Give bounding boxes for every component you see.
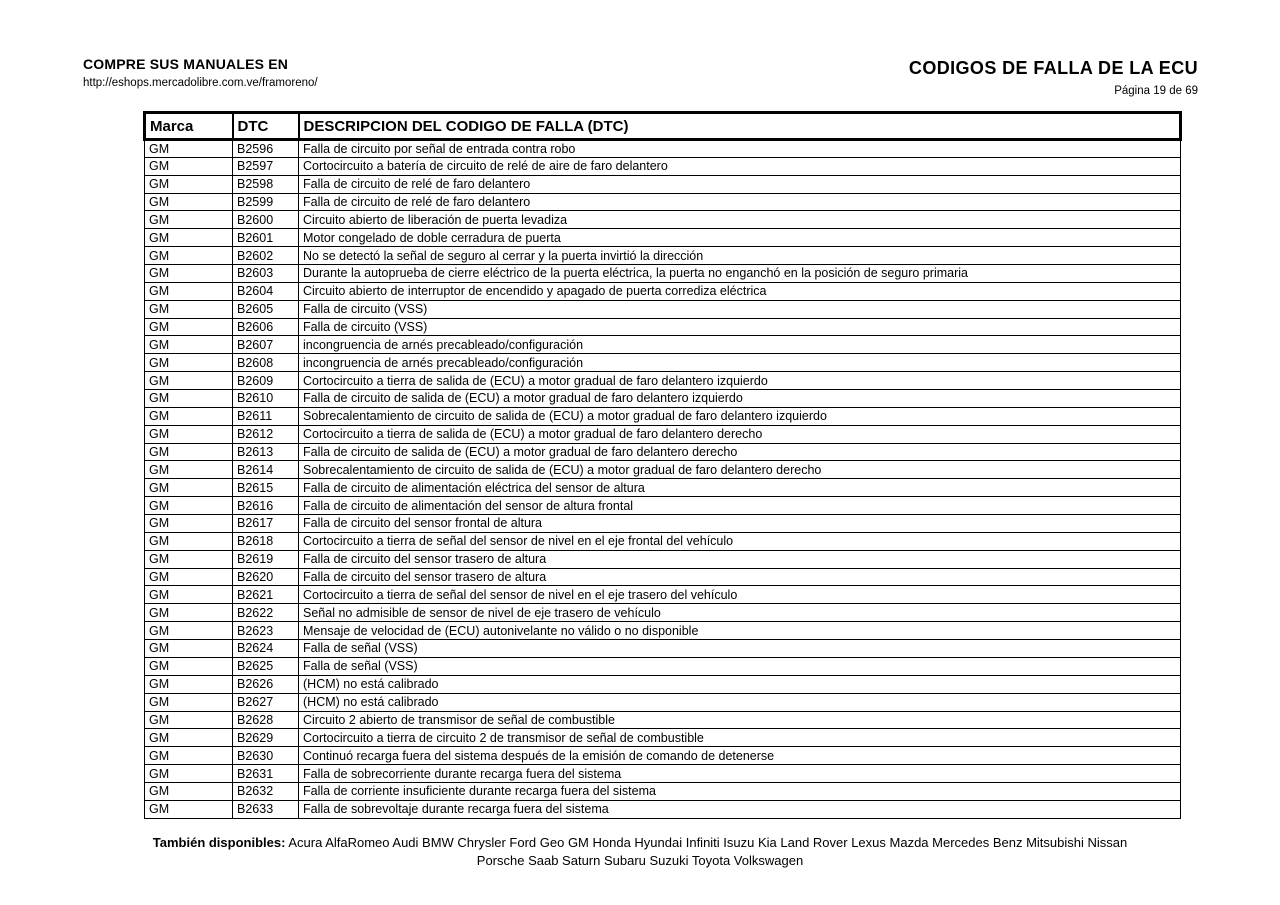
cell-dtc: B2604 bbox=[233, 282, 299, 300]
table-row bbox=[145, 497, 1181, 515]
cell-dtc: B2599 bbox=[233, 193, 299, 211]
table-row bbox=[145, 407, 1181, 425]
footer bbox=[0, 834, 1280, 870]
cell-descripcion: Falla de señal (VSS) bbox=[299, 640, 1181, 658]
cell-marca: GM bbox=[145, 640, 233, 658]
table-row bbox=[145, 336, 1181, 354]
brands-line1: Acura AlfaRomeo Audi BMW Chrysler Ford Geo GM Honda Hyundai Infiniti Isuzu Kia Land Rover Lexus Mazda Mercedes Benz Mitsubishi Nissan bbox=[288, 835, 1128, 850]
cell-descripcion: Cortocircuito a tierra de señal del sensor de nivel en el eje frontal del vehículo bbox=[299, 532, 1181, 550]
cell-marca: GM bbox=[145, 282, 233, 300]
cell-descripcion: Mensaje de velocidad de (ECU) autonivelante no válido o no disponible bbox=[299, 622, 1181, 640]
cell-dtc: B2628 bbox=[233, 711, 299, 729]
table-row bbox=[145, 693, 1181, 711]
cell-marca: GM bbox=[145, 354, 233, 372]
cell-descripcion: Cortocircuito a tierra de circuito 2 de transmisor de señal de combustible bbox=[299, 729, 1181, 747]
cell-descripcion: Cortocircuito a tierra de salida de (ECU) a motor gradual de faro delantero izquierdo bbox=[299, 372, 1181, 390]
also-available-label: También disponibles: bbox=[152, 835, 286, 850]
table-row bbox=[145, 282, 1181, 300]
page-title: CODIGOS DE FALLA DE LA ECU bbox=[908, 58, 1198, 78]
cell-dtc: B2626 bbox=[233, 675, 299, 693]
table-row bbox=[145, 461, 1181, 479]
table-row bbox=[145, 211, 1181, 229]
cell-marca: GM bbox=[145, 622, 233, 640]
column-header-descripcion: DESCRIPCION DEL CODIGO DE FALLA (DTC) bbox=[299, 113, 1181, 140]
cell-marca: GM bbox=[145, 175, 233, 193]
cell-marca: GM bbox=[145, 265, 233, 283]
table-row bbox=[145, 479, 1181, 497]
cell-descripcion: Durante la autoprueba de cierre eléctrico de la puerta eléctrica, la puerta no enganchó en la posición de seguro primaria bbox=[299, 265, 1181, 283]
cell-marca: GM bbox=[145, 729, 233, 747]
cell-descripcion: Continuó recarga fuera del sistema después de la emisión de comando de detenerse bbox=[299, 747, 1181, 765]
cell-dtc: B2600 bbox=[233, 211, 299, 229]
cell-marca: GM bbox=[145, 300, 233, 318]
table-row bbox=[145, 747, 1181, 765]
cell-descripcion: Falla de sobrecorriente durante recarga fuera del sistema bbox=[299, 765, 1181, 783]
cell-marca: GM bbox=[145, 693, 233, 711]
cell-dtc: B2622 bbox=[233, 604, 299, 622]
cell-marca: GM bbox=[145, 211, 233, 229]
table-row bbox=[145, 443, 1181, 461]
cell-descripcion: (HCM) no está calibrado bbox=[299, 693, 1181, 711]
cell-dtc: B2616 bbox=[233, 497, 299, 515]
cell-descripcion: Falla de circuito del sensor frontal de altura bbox=[299, 515, 1181, 533]
cell-descripcion: (HCM) no está calibrado bbox=[299, 675, 1181, 693]
table-row bbox=[145, 157, 1181, 175]
cell-descripcion: Falla de circuito (VSS) bbox=[299, 318, 1181, 336]
cell-dtc: B2627 bbox=[233, 693, 299, 711]
cell-dtc: B2618 bbox=[233, 532, 299, 550]
cell-descripcion: Falla de circuito de salida de (ECU) a motor gradual de faro delantero derecho bbox=[299, 443, 1181, 461]
column-header-dtc: DTC bbox=[233, 113, 299, 140]
cell-dtc: B2629 bbox=[233, 729, 299, 747]
table-row bbox=[145, 800, 1181, 818]
cell-descripcion: Falla de circuito de relé de faro delantero bbox=[299, 193, 1181, 211]
brands-line2: Porsche Saab Saturn Subaru Suzuki Toyota Volkswagen bbox=[476, 853, 804, 868]
table-row bbox=[145, 550, 1181, 568]
table-row bbox=[145, 425, 1181, 443]
cell-marca: GM bbox=[145, 765, 233, 783]
cell-marca: GM bbox=[145, 604, 233, 622]
cell-descripcion: incongruencia de arnés precableado/configuración bbox=[299, 336, 1181, 354]
table-row bbox=[145, 640, 1181, 658]
cell-descripcion: Cortocircuito a batería de circuito de relé de aire de faro delantero bbox=[299, 157, 1181, 175]
table-row bbox=[145, 390, 1181, 408]
cell-dtc: B2632 bbox=[233, 782, 299, 800]
cell-marca: GM bbox=[145, 782, 233, 800]
cell-marca: GM bbox=[145, 675, 233, 693]
cell-descripcion: Falla de circuito del sensor trasero de altura bbox=[299, 550, 1181, 568]
cell-marca: GM bbox=[145, 193, 233, 211]
cell-descripcion: Sobrecalentamiento de circuito de salida de (ECU) a motor gradual de faro delantero derecho bbox=[299, 461, 1181, 479]
cell-dtc: B2615 bbox=[233, 479, 299, 497]
cell-marca: GM bbox=[145, 318, 233, 336]
cell-dtc: B2625 bbox=[233, 657, 299, 675]
table-row bbox=[145, 622, 1181, 640]
table-row bbox=[145, 372, 1181, 390]
cell-descripcion: Falla de señal (VSS) bbox=[299, 657, 1181, 675]
cell-dtc: B2631 bbox=[233, 765, 299, 783]
cell-descripcion: Circuito 2 abierto de transmisor de señal de combustible bbox=[299, 711, 1181, 729]
cell-dtc: B2608 bbox=[233, 354, 299, 372]
cell-marca: GM bbox=[145, 229, 233, 247]
footer-line1 bbox=[0, 834, 1280, 852]
cell-dtc: B2609 bbox=[233, 372, 299, 390]
cell-marca: GM bbox=[145, 497, 233, 515]
dtc-table bbox=[143, 111, 1182, 819]
cell-dtc: B2607 bbox=[233, 336, 299, 354]
cell-dtc: B2620 bbox=[233, 568, 299, 586]
cell-descripcion: Falla de circuito de alimentación del sensor de altura frontal bbox=[299, 497, 1181, 515]
cell-dtc: B2596 bbox=[233, 140, 299, 158]
cell-dtc: B2633 bbox=[233, 800, 299, 818]
cell-dtc: B2601 bbox=[233, 229, 299, 247]
cell-marca: GM bbox=[145, 586, 233, 604]
table-row bbox=[145, 175, 1181, 193]
table-row bbox=[145, 568, 1181, 586]
cell-descripcion: Falla de sobrevoltaje durante recarga fuera del sistema bbox=[299, 800, 1181, 818]
table-row bbox=[145, 729, 1181, 747]
table-row bbox=[145, 300, 1181, 318]
cell-descripcion: Falla de corriente insuficiente durante recarga fuera del sistema bbox=[299, 782, 1181, 800]
table-row bbox=[145, 782, 1181, 800]
cell-descripcion: Falla de circuito de alimentación eléctrica del sensor de altura bbox=[299, 479, 1181, 497]
table-row bbox=[145, 247, 1181, 265]
cell-dtc: B2623 bbox=[233, 622, 299, 640]
table-row bbox=[145, 140, 1181, 158]
cell-descripcion: Sobrecalentamiento de circuito de salida de (ECU) a motor gradual de faro delantero izquierdo bbox=[299, 407, 1181, 425]
promo-title: COMPRE SUS MANUALES EN bbox=[83, 56, 289, 72]
cell-descripcion: Circuito abierto de liberación de puerta levadiza bbox=[299, 211, 1181, 229]
cell-marca: GM bbox=[145, 157, 233, 175]
cell-descripcion: No se detectó la señal de seguro al cerrar y la puerta invirtió la dirección bbox=[299, 247, 1181, 265]
cell-marca: GM bbox=[145, 407, 233, 425]
cell-descripcion: Señal no admisible de sensor de nivel de eje trasero de vehículo bbox=[299, 604, 1181, 622]
table-row bbox=[145, 229, 1181, 247]
cell-dtc: B2611 bbox=[233, 407, 299, 425]
table-row bbox=[145, 657, 1181, 675]
table-row bbox=[145, 765, 1181, 783]
page-indicator: Página 19 de 69 bbox=[1114, 85, 1198, 97]
cell-marca: GM bbox=[145, 425, 233, 443]
table-row bbox=[145, 675, 1181, 693]
cell-dtc: B2617 bbox=[233, 515, 299, 533]
cell-dtc: B2597 bbox=[233, 157, 299, 175]
cell-descripcion: Falla de circuito (VSS) bbox=[299, 300, 1181, 318]
cell-dtc: B2614 bbox=[233, 461, 299, 479]
table-header-row bbox=[145, 113, 1181, 140]
cell-marca: GM bbox=[145, 390, 233, 408]
cell-descripcion: Falla de circuito del sensor trasero de altura bbox=[299, 568, 1181, 586]
cell-dtc: B2613 bbox=[233, 443, 299, 461]
cell-dtc: B2619 bbox=[233, 550, 299, 568]
promo-url: http://eshops.mercadolibre.com.ve/framoreno/ bbox=[83, 77, 318, 89]
cell-marca: GM bbox=[145, 800, 233, 818]
promo-block bbox=[83, 56, 318, 89]
table-row bbox=[145, 532, 1181, 550]
cell-dtc: B2603 bbox=[233, 265, 299, 283]
cell-descripcion: Circuito abierto de interruptor de encendido y apagado de puerta corrediza eléctrica bbox=[299, 282, 1181, 300]
cell-descripcion: Falla de circuito por señal de entrada contra robo bbox=[299, 140, 1181, 158]
cell-dtc: B2606 bbox=[233, 318, 299, 336]
cell-descripcion: Cortocircuito a tierra de señal del sensor de nivel en el eje trasero del vehículo bbox=[299, 586, 1181, 604]
cell-marca: GM bbox=[145, 515, 233, 533]
cell-descripcion: Falla de circuito de relé de faro delantero bbox=[299, 175, 1181, 193]
cell-marca: GM bbox=[145, 479, 233, 497]
table-row bbox=[145, 604, 1181, 622]
cell-dtc: B2621 bbox=[233, 586, 299, 604]
cell-dtc: B2605 bbox=[233, 300, 299, 318]
cell-marca: GM bbox=[145, 372, 233, 390]
cell-marca: GM bbox=[145, 568, 233, 586]
cell-marca: GM bbox=[145, 140, 233, 158]
cell-marca: GM bbox=[145, 657, 233, 675]
cell-dtc: B2598 bbox=[233, 175, 299, 193]
table-row bbox=[145, 318, 1181, 336]
table-row bbox=[145, 354, 1181, 372]
cell-descripcion: Motor congelado de doble cerradura de puerta bbox=[299, 229, 1181, 247]
column-header-marca: Marca bbox=[145, 113, 233, 140]
cell-dtc: B2612 bbox=[233, 425, 299, 443]
table-row bbox=[145, 515, 1181, 533]
cell-descripcion: Cortocircuito a tierra de salida de (ECU) a motor gradual de faro delantero derecho bbox=[299, 425, 1181, 443]
cell-marca: GM bbox=[145, 443, 233, 461]
cell-marca: GM bbox=[145, 550, 233, 568]
cell-marca: GM bbox=[145, 247, 233, 265]
title-block bbox=[909, 58, 1198, 97]
table-row bbox=[145, 193, 1181, 211]
cell-marca: GM bbox=[145, 336, 233, 354]
cell-descripcion: Falla de circuito de salida de (ECU) a motor gradual de faro delantero izquierdo bbox=[299, 390, 1181, 408]
cell-dtc: B2630 bbox=[233, 747, 299, 765]
cell-marca: GM bbox=[145, 461, 233, 479]
table-row bbox=[145, 265, 1181, 283]
cell-marca: GM bbox=[145, 747, 233, 765]
cell-marca: GM bbox=[145, 711, 233, 729]
cell-dtc: B2610 bbox=[233, 390, 299, 408]
table-row bbox=[145, 586, 1181, 604]
cell-dtc: B2602 bbox=[233, 247, 299, 265]
table-row bbox=[145, 711, 1181, 729]
cell-marca: GM bbox=[145, 532, 233, 550]
cell-dtc: B2624 bbox=[233, 640, 299, 658]
cell-descripcion: incongruencia de arnés precableado/configuración bbox=[299, 354, 1181, 372]
